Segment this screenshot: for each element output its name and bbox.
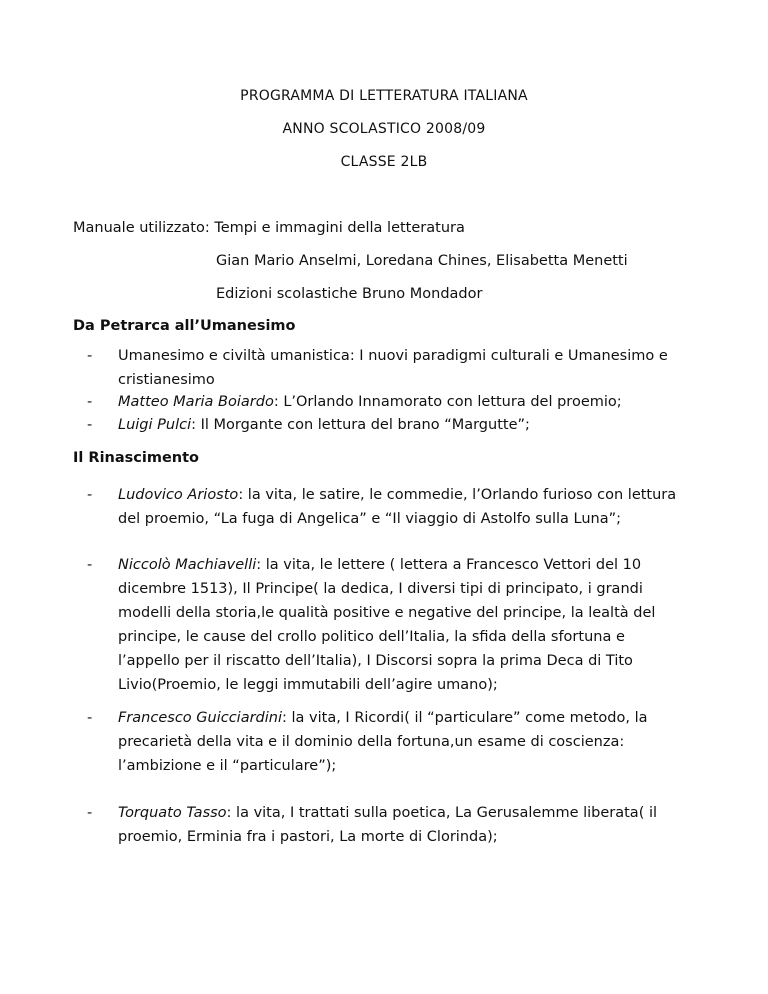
author-name: Ludovico Ariosto: [118, 487, 239, 503]
list-dash: -: [87, 557, 93, 573]
list-item: [87, 390, 687, 414]
item-text: : la vita, I Ricordi( il “particulare” come metodo, la precarietà della vita e il dominio della fortuna,un esame di coscienza: l’ambizione e il “particulare”);: [118, 710, 648, 774]
item-text: : Il Morgante con lettura del brano “Margutte”;: [191, 417, 530, 433]
manual-label: Manuale utilizzato: Tempi e immagini della letteratura: [73, 220, 465, 236]
author-name: Luigi Pulci: [118, 417, 192, 433]
list-dash: -: [87, 710, 93, 726]
list-item: [87, 801, 687, 849]
item-text: Umanesimo e civiltà umanistica: I nuovi paradigmi culturali e Umanesimo e cristianesimo: [118, 348, 668, 388]
author-name: Matteo Maria Boiardo: [118, 394, 274, 410]
school-year: ANNO SCOLASTICO 2008/09: [282, 121, 486, 137]
list-item: [87, 553, 687, 697]
list-item: [87, 483, 687, 531]
section-title: Da Petrarca all’Umanesimo: [73, 318, 296, 334]
list-item: [87, 706, 687, 778]
class-label: CLASSE 2LB: [340, 154, 428, 170]
list-dash: -: [87, 348, 93, 364]
list-item: [87, 413, 687, 437]
list-dash: -: [87, 417, 93, 433]
document-title: PROGRAMMA DI LETTERATURA ITALIANA: [240, 88, 528, 104]
author-name: Torquato Tasso: [118, 805, 227, 821]
item-text: : la vita, I trattati sulla poetica, La Gerusalemme liberata( il proemio, Erminia fra i pastori, La morte di Clorinda);: [118, 805, 658, 845]
manual-publisher: Edizioni scolastiche Bruno Mondador: [216, 286, 483, 302]
section-title: Il Rinascimento: [73, 450, 200, 466]
manual-authors: Gian Mario Anselmi, Loredana Chines, Elisabetta Menetti: [216, 253, 628, 269]
author-name: Niccolò Machiavelli: [118, 557, 257, 573]
list-dash: -: [87, 805, 93, 821]
list-item: [87, 344, 687, 392]
list-dash: -: [87, 394, 93, 410]
item-text: : la vita, le satire, le commedie, l’Orlando furioso con lettura del proemio, “La fuga di Angelica” e “Il viaggio di Astolfo sulla Luna”;: [118, 487, 677, 527]
item-text: : la vita, le lettere ( lettera a Francesco Vettori del 10 dicembre 1513), Il Principe( la dedica, I diversi tipi di principato, i grandi modelli della storia,le qualità positive e negative del principe, la lealtà del principe, le cause del crollo politico dell’Italia, la sfida della sfortuna e l’appello per il riscatto dell’Italia), I Discorsi sopra la prima Deca di Tito Livio(Proemio, le leggi immutabili dell’agire umano);: [118, 557, 656, 693]
item-text: : L’Orlando Innamorato con lettura del proemio;: [273, 394, 622, 410]
author-name: Francesco Guicciardini: [118, 710, 283, 726]
list-dash: -: [87, 487, 93, 503]
